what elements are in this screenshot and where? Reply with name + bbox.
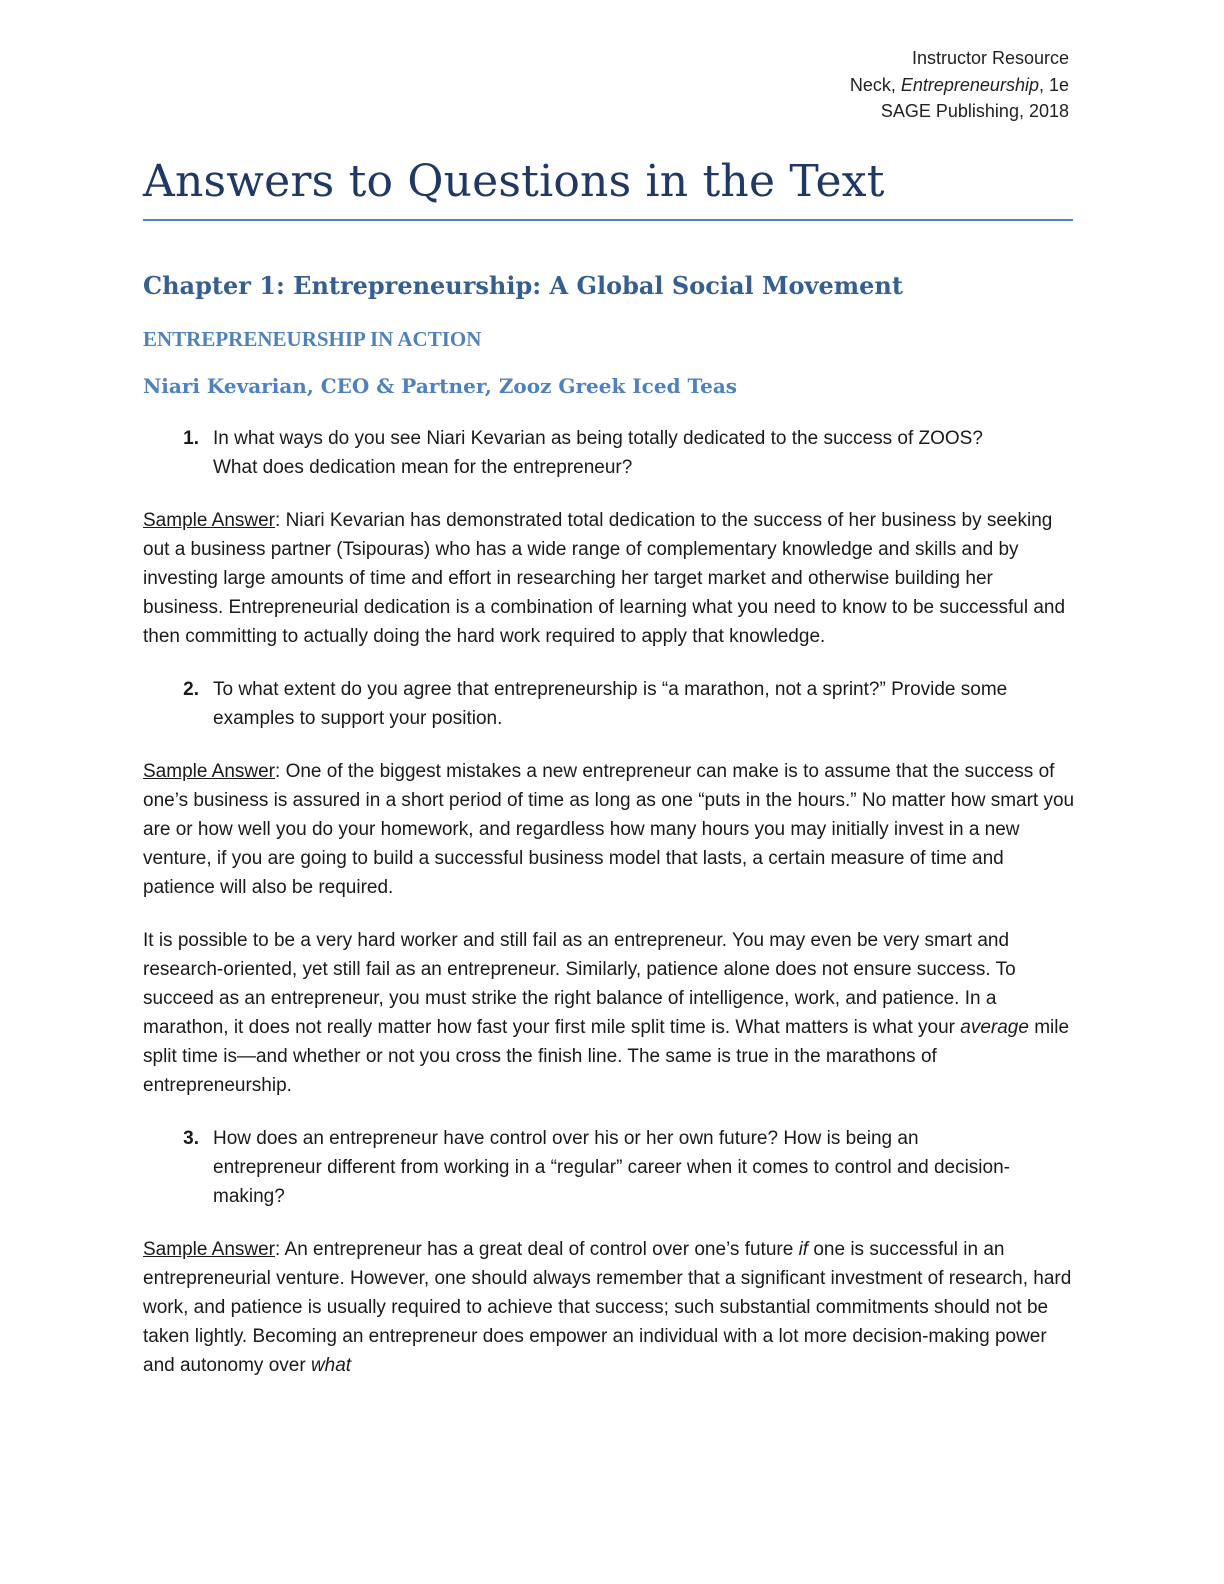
question-item	[143, 1124, 1078, 1211]
label-colon: :	[275, 761, 281, 782]
answer-text: One of the biggest mistakes a new entrepreneur can make is to assume that the success of one’s business is assured in a short period of time as long as one “puts in the hours.” No matter how smart you are or how well you do your homework, and regardless how many hours you may initially invest in a new venture, if you are going to build a successful business model that lasts, a certain measure of time and patience will also be required.	[143, 761, 1075, 898]
answer-text: Niari Kevarian has demonstrated total dedication to the success of her business by seeking out a business partner (Tsipouras) who has a wide range of complementary knowledge and skills and by investing large amounts of time and effort in researching her target market and otherwise building her business. Entrepreneurial dedication is a combination of learning what you need to know to be successful and then committing to actually doing the hard work required to apply that knowledge.	[143, 510, 1066, 647]
question-text: In what ways do you see Niari Kevarian as being totally dedicated to the success of ZOOS? What does dedication mean for the entrepreneur?	[213, 428, 983, 478]
emphasis-text: what	[310, 1355, 352, 1376]
answer-continuation-paragraph	[143, 926, 1078, 1100]
title-underline	[143, 219, 1073, 221]
sample-answer-label: Sample Answer	[143, 761, 276, 782]
sample-answer-paragraph	[143, 1235, 1078, 1380]
question-number: 3.	[183, 1128, 199, 1149]
answer-text: one is successful in an entrepreneurial venture. However, one should always remember that a significant investment of research, hard work, and patience is usually required to achieve that success; such substantial commitments should not be taken lightly. Becoming an entrepreneur does empower an individual with a lot more decision-making power and autonomy over	[143, 1239, 1072, 1376]
answer-text: mile split time is—and whether or not you cross the finish line. The same is true in the marathons of entrepreneurship.	[143, 1017, 1070, 1096]
question-number: 1.	[183, 428, 199, 449]
header-line-3: SAGE Publishing, 2018	[880, 101, 1069, 121]
emphasis-text: if	[798, 1239, 809, 1260]
document-body	[143, 424, 1078, 1404]
question-item	[143, 424, 1078, 482]
question-text: To what extent do you agree that entrepreneurship is “a marathon, not a sprint?” Provide some examples to support your position.	[213, 679, 1008, 729]
document-title: Answers to Questions in the Text	[143, 156, 885, 207]
header-book-title: Entrepreneurship	[900, 74, 1039, 95]
answer-text: An entrepreneur has a great deal of control over one’s future	[280, 1239, 799, 1260]
running-header	[850, 45, 1069, 125]
section-heading: ENTREPRENEURSHIP IN ACTION	[143, 327, 482, 351]
answer-text: It is possible to be a very hard worker and still fail as an entrepreneur. You may even be very smart and research-oriented, yet still fail as an entrepreneur. Similarly, patience alone does not ensure success. To succeed as an entrepreneur, you must strike the right balance of intelligence, work, and patience. In a marathon, it does not really matter how fast your first mile split time is. What matters is what your	[143, 930, 1016, 1038]
sample-answer-label: Sample Answer	[143, 510, 276, 531]
sample-answer-paragraph	[143, 506, 1078, 651]
header-author: Neck,	[849, 74, 901, 95]
label-colon: :	[275, 1239, 281, 1260]
header-line-1: Instructor Resource	[911, 48, 1069, 68]
label-colon: :	[275, 510, 281, 531]
sample-answer-label: Sample Answer	[143, 1239, 276, 1260]
header-edition: , 1e	[1038, 74, 1069, 95]
question-text: How does an entrepreneur have control over his or her own future? How is being an entrepreneur different from working in a “regular” career when it comes to control and decision-making?	[213, 1128, 1010, 1207]
header-line-2	[850, 72, 1069, 99]
emphasis-text: average	[960, 1017, 1029, 1038]
subsection-heading: Niari Kevarian, CEO & Partner, Zooz Greek Iced Teas	[143, 374, 738, 398]
sample-answer-paragraph	[143, 757, 1078, 902]
question-number: 2.	[183, 679, 199, 700]
question-item	[143, 675, 1078, 733]
chapter-heading: Chapter 1: Entrepreneurship: A Global Social Movement	[143, 271, 903, 300]
